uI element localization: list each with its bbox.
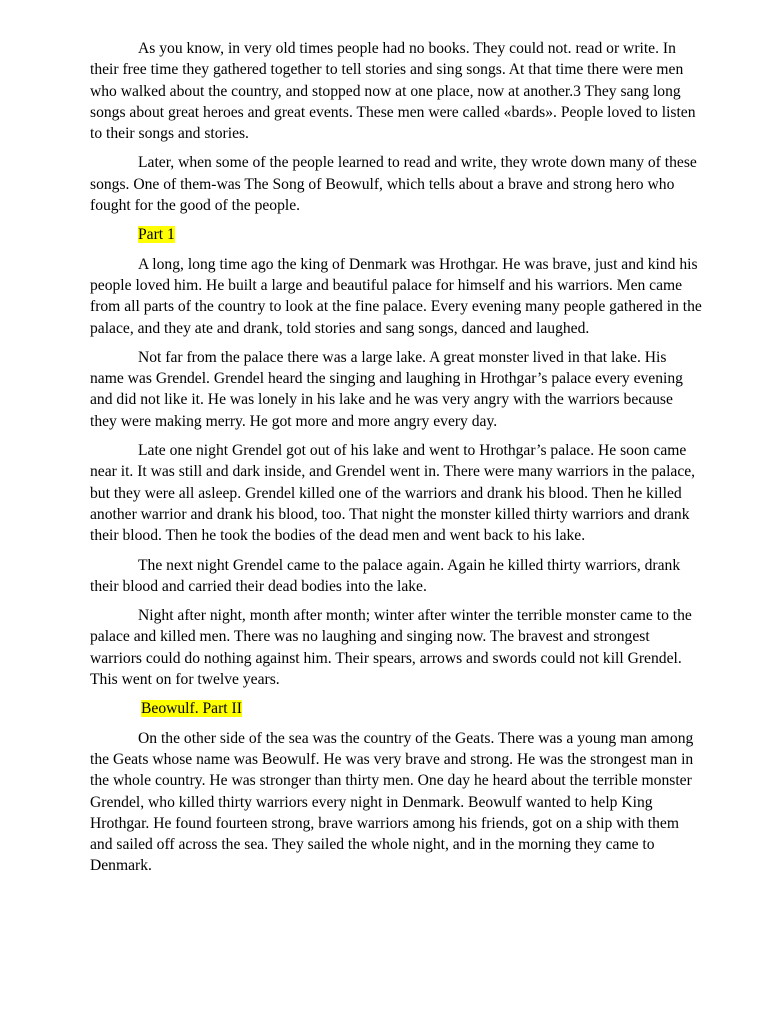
paragraph-part2-1: On the other side of the sea was the country of the Geats. There was a young man among the Geats whose name was Beowulf. He was very brave and strong. He was the strongest man in the whole country. He was stronger than thirty men. One day he heard about the terrible monster Grendel, who killed thirty warriors every night in Denmark. Beowulf wanted to help King Hrothgar. He found fourteen strong, brave warriors among his friends, got on a ship with them and sailed off across the sea. They sailed the whole night, and in the morning they came to Denmark. xyxy=(90,729,694,875)
paragraph-intro-1: As you know, in very old times people had no books. They could not. read or write. In their free time they gathered together to tell stories and sing songs. At that time there were men who walked about the country, and stopped now at one place, now at another.3 They sang long songs about great heroes and great events. These men were called «bards». People loved to listen to their songs and stories. xyxy=(90,40,696,143)
paragraph-part1-4: The next night Grendel came to the palace again. Again he killed thirty warriors, drank their blood and carried their dead bodies into the lake. xyxy=(90,556,681,595)
paragraph-part1-5: Night after night, month after month; winter after winter the terrible monster came to the palace and killed men. There was no laughing and singing now. The bravest and strongest warriors could do nothing against him. Their spears, arrows and swords could not kill Grendel. This went on for twelve years. xyxy=(90,607,692,689)
paragraph-intro-2: Later, when some of the people learned to read and write, they wrote down many of these songs. One of them-was The Song of Beowulf, which tells about a brave and strong hero who fought for the good of the people. xyxy=(90,154,697,215)
section-heading-part-2 xyxy=(90,698,702,719)
section-heading-part-1 xyxy=(90,224,702,245)
highlighted-heading-text: Beowulf. Part II xyxy=(141,700,242,718)
highlighted-heading-text: Part 1 xyxy=(138,226,175,244)
document-page xyxy=(90,38,702,885)
paragraph-part1-3: Late one night Grendel got out of his lake and went to Hrothgar’s palace. He soon came near it. It was still and dark inside, and Grendel went in. There were many warriors in the palace, but they were all asleep. Grendel killed one of the warriors and drank his blood. Then he killed another warrior and drank his blood, too. That night the monster killed thirty warriors and drank their blood. Then he took the bodies of the dead men and went back to his lake. xyxy=(90,442,696,545)
paragraph-part1-2: Not far from the palace there was a large lake. A great monster lived in that lake. His name was Grendel. Grendel heard the singing and laughing in Hrothgar’s palace every evening and did not like it. He was lonely in his lake and he was very angry with the warriors because they were making merry. He got more and more angry every day. xyxy=(90,348,683,430)
paragraph-part1-1: A long, long time ago the king of Denmark was Hrothgar. He was brave, just and kind his people loved him. He built a large and beautiful palace for himself and his warriors. Men came from all parts of the country to look at the fine palace. Every evening many people gathered in the palace, and they ate and drank, told stories and sang songs, danced and laughed. xyxy=(90,255,702,337)
